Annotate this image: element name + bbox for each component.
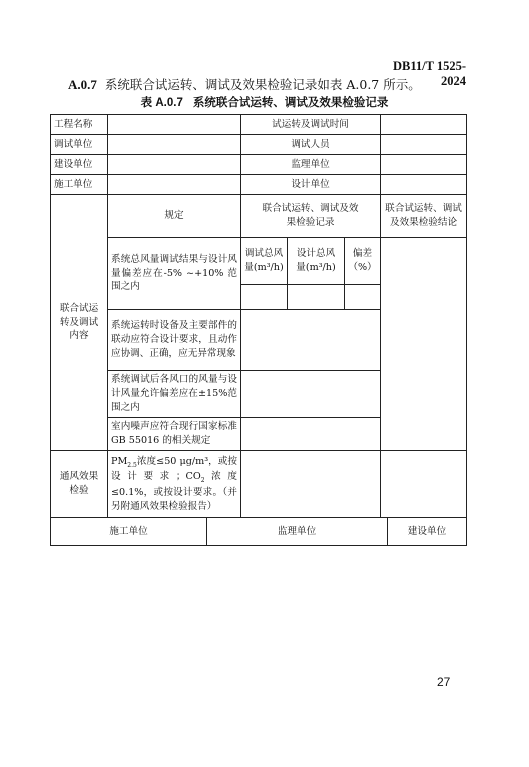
record-linkage (241, 310, 381, 371)
supervision-unit-value (381, 155, 467, 175)
rule-linkage: 系统运转时设备及主要部件的联动应符合设计要求，且动作应协调、正确，应无异常现象 (108, 310, 241, 371)
table-row (51, 155, 467, 175)
table-row (51, 238, 467, 285)
record-table (50, 114, 467, 546)
record-ventilation-effect (241, 451, 381, 518)
page-number: 27 (437, 675, 451, 689)
owner-unit-value (108, 155, 241, 175)
group-label-joint-test: 联合试运转及调试内容 (51, 195, 108, 451)
table-caption-number: 表 A.0.7 (140, 97, 183, 109)
signature-construction: 施工单位 (51, 518, 207, 545)
design-unit-value (381, 175, 467, 195)
debug-unit-label: 调试单位 (51, 135, 108, 155)
rule-air-volume: 系统总风量调试结果与设计风量偏差应在-5% ~+10% 范围之内 (108, 238, 241, 310)
record-header: 联合试运转、调试及效果检验记录 (241, 195, 381, 238)
conclusion-ventilation-effect (381, 451, 467, 518)
record-indoor-noise (241, 418, 381, 451)
section-text: 系统联合试运转、调试及效果检验记录如表 A.0.7 所示。 (104, 77, 421, 92)
debug-staff-label: 调试人员 (241, 135, 381, 155)
table-row (51, 135, 467, 155)
design-unit-label: 设计单位 (241, 175, 381, 195)
design-air-volume-header: 设计总风量(m³/h) (288, 238, 345, 285)
table-row (51, 518, 467, 546)
signature-owner: 建设单位 (407, 526, 447, 537)
table-row (51, 115, 467, 135)
debug-air-volume-header: 调试总风量(m³/h) (241, 238, 288, 285)
standard-number: DB11/T 1525- 2024 (392, 59, 466, 88)
ventilation-text-a: 浓度≤50 μg/m³，或按设计要求；CO (111, 455, 237, 483)
test-time-label: 试运转及调试时间 (241, 115, 381, 135)
rule-header: 规定 (108, 195, 241, 238)
project-name-value (108, 115, 241, 135)
section-number: A.0.7 (68, 77, 97, 92)
debug-staff-value (381, 135, 467, 155)
deviation-value (345, 285, 381, 310)
construction-unit-label: 施工单位 (51, 175, 108, 195)
rule-outlet-air-volume: 系统调试后各风口的风量与设计风量允许偏差应在±15%范围之内 (108, 371, 241, 418)
table-caption (0, 94, 529, 110)
pm-text: PM (111, 455, 128, 467)
test-time-value (381, 115, 467, 135)
conclusion-cell (381, 238, 467, 451)
group-label-ventilation: 通风效果检验 (51, 451, 108, 518)
construction-unit-value (108, 175, 241, 195)
design-air-volume-value (288, 285, 345, 310)
rule-ventilation-effect (108, 451, 241, 518)
table-row (51, 175, 467, 195)
signature-supervision: 监理单位 (207, 518, 388, 545)
record-outlet-air-volume (241, 371, 381, 418)
project-name-label: 工程名称 (51, 115, 108, 135)
co-subscript: 2 (200, 477, 205, 484)
pm-subscript: 2.5 (127, 461, 137, 469)
table-row (51, 195, 467, 238)
debug-unit-value (108, 135, 241, 155)
supervision-unit-label: 监理单位 (241, 155, 381, 175)
conclusion-header: 联合试运转、调试及效果检验结论 (381, 195, 467, 238)
table-row (51, 451, 467, 518)
owner-unit-label: 建设单位 (51, 155, 108, 175)
section-intro (68, 75, 421, 93)
table-caption-title: 系统联合试运转、调试及效果检验记录 (192, 95, 389, 109)
ventilation-text-b: 浓度≤0.1%，或按设计要求。（并另附通风效果检验报告） (111, 471, 237, 512)
rule-indoor-noise: 室内噪声应符合现行国家标准 GB 55016 的相关规定 (108, 418, 241, 451)
signature-row (51, 518, 467, 546)
deviation-header: 偏差（%） (345, 238, 381, 285)
debug-air-volume-value (241, 285, 288, 310)
